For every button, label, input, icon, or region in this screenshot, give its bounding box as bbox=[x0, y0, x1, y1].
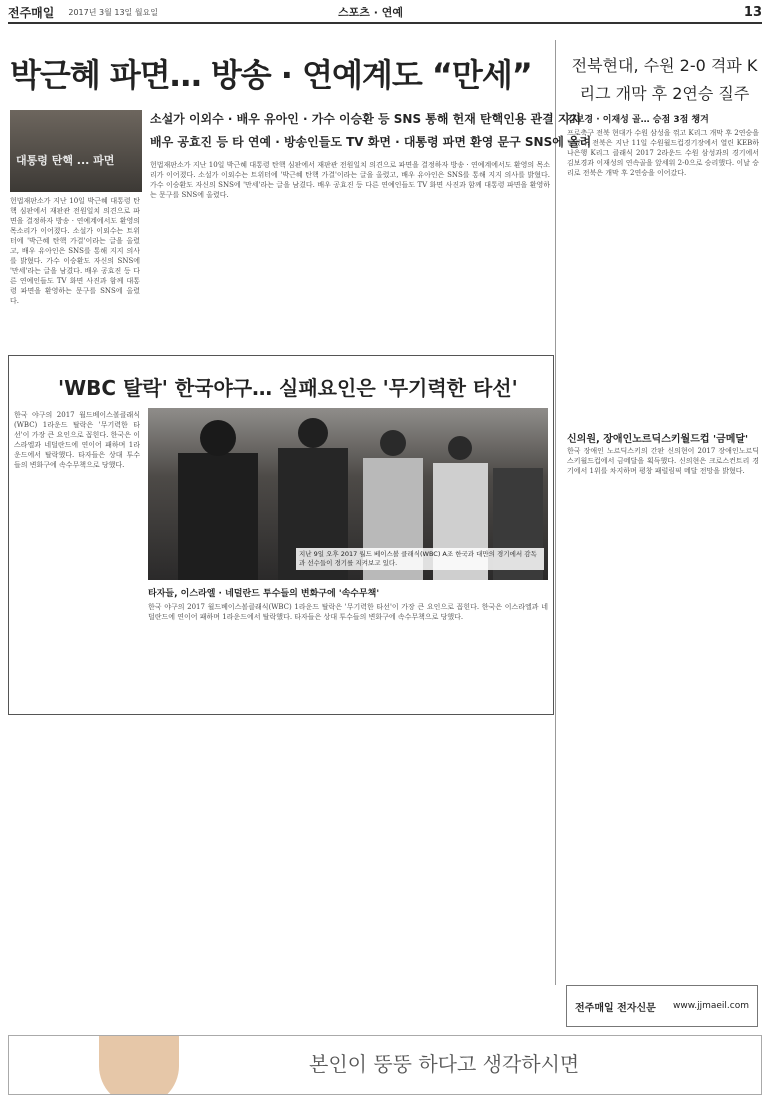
ad-headline: 본인이 뚱뚱 하다고 생각하시면 bbox=[309, 1052, 580, 1076]
column-divider bbox=[555, 40, 556, 985]
page-number: 13 bbox=[743, 4, 762, 20]
diet-ad bbox=[8, 1035, 762, 1095]
paper-name: 전주매일 bbox=[8, 5, 55, 20]
main-headline: 박근혜 파면… 방송 · 연예계도 “만세” bbox=[10, 56, 532, 94]
side-byline: 김보경 · 이재성 골… 승점 3점 챙겨 bbox=[567, 115, 709, 125]
shinuiwon-headline: 신의원, 장애인노르딕스키월드컵 '금메달' bbox=[567, 434, 749, 445]
ad-figure bbox=[99, 1035, 179, 1095]
wbc-body-col1: 한국 야구의 2017 월드베이스볼클래식(WBC) 1라운드 탈락은 '무기력한 타선'이 가장 큰 요인으로 꼽힌다. 한국은 이스라엘과 네덜란드에 연이어 패하며 1라운드에서 탈락했다. 타자들은 상대 투수들의 변화구에 속수무책으로 당했다. bbox=[14, 411, 140, 469]
photo-text: 대통령 탄핵 ... 파면 bbox=[16, 154, 115, 167]
header-rule bbox=[8, 22, 762, 24]
e-newspaper-name: 전주매일 전자신문 bbox=[575, 1002, 656, 1014]
shinuiwon-body: 한국 장애인 노르딕스키의 간판 신의현이 2017 장애인노르딕스키월드컵에서 금메달을 획득했다. 신의현은 크로스컨트리 경기에서 1위를 차지하며 평창 패럴림픽 메달 전망을 밝혔다. bbox=[567, 447, 759, 475]
main-photo bbox=[10, 110, 142, 192]
wbc-photo-caption: 지난 9일 오후 2017 월드 베이스볼 클래식(WBC) A조 한국과 대만의 경기에서 감독과 선수들이 경기를 지켜보고 있다. bbox=[296, 548, 544, 570]
wbc-body-cols: 한국 야구의 2017 월드베이스볼클래식(WBC) 1라운드 탈락은 '무기력한 타선'이 가장 큰 요인으로 꼽힌다. 한국은 이스라엘과 네덜란드에 연이어 패하며 1라운드에서 탈락했다. 타자들은 상대 투수들의 변화구에 속수무책으로 당했다. bbox=[148, 603, 548, 621]
wbc-headline: 'WBC 탈락' 한국야구… 실패요인은 '무기력한 타선' bbox=[58, 376, 518, 400]
main-subheadline-1: 소설가 이외수 · 배우 유아인 · 가수 이승환 등 SNS 통해 헌재 탄핵인용 관결 지지 bbox=[150, 112, 582, 126]
side-body: 프로축구 전북 현대가 수원 삼성을 꺾고 K리그 개막 후 2연승을 달렸다. 전북은 지난 11일 수원월드컵경기장에서 열린 KEB하나은행 K리그 클래식 2017 2라운드 수원 삼성과의 경기에서 김보경과 이재성의 연속골을 앞세워 2-0으로 승리했다. 이날 승리로 전북은 개막 후 2연승을 이어갔다. bbox=[567, 129, 759, 177]
issue-date: 2017년 3월 13일 월요일 bbox=[68, 7, 159, 17]
wbc-photo bbox=[148, 408, 548, 580]
e-newspaper-url[interactable]: www.jjmaeil.com bbox=[672, 1001, 749, 1011]
e-newspaper-banner[interactable] bbox=[566, 985, 758, 1027]
main-body-cols: 헌법재판소가 지난 10일 박근혜 대통령 탄핵 심판에서 재판관 전원일치 의견으로 파면을 결정하자 방송 · 연예계에서도 환영의 목소리가 이어졌다. 소설가 이외수는 트위터에 '박근혜 탄핵 가결'이라는 글을 올렸고, 배우 유아인은 SNS를 통해 지지 의사를 밝혔다. 가수 이승환도 자신의 SNS에 '만세'라는 글을 남겼다. 배우 공효진 등 다른 연예인들도 TV 화면 사진과 함께 대통령 파면을 환영하는 문구를 SNS에 올렸다. bbox=[150, 161, 550, 199]
side-headline: 전북현대, 수원 2-0 격파 K리그 개막 후 2연승 질주 bbox=[571, 56, 758, 103]
section-title: 스포츠 · 연예 bbox=[338, 6, 403, 19]
main-body-col1: 헌법재판소가 지난 10일 박근혜 대통령 탄핵 심판에서 재판관 전원일치 의견으로 파면을 결정하자 방송 · 연예계에서도 환영의 목소리가 이어졌다. 소설가 이외수는 트위터에 '박근혜 탄핵 가결'이라는 글을 올렸고, 배우 유아인은 SNS를 통해 지지 의사를 밝혔다. 가수 이승환도 자신의 SNS에 '만세'라는 글을 남겼다. 배우 공효진 등 다른 연예인들도 TV 화면 사진과 함께 대통령 파면을 환영하는 문구를 SNS에 올렸다. bbox=[10, 197, 140, 305]
wbc-subheadline: 타자들, 이스라엘 · 네덜란드 투수들의 변화구에 '속수무책' bbox=[148, 589, 380, 599]
page-header bbox=[8, 4, 762, 20]
main-subheadline-2: 배우 공효진 등 타 연예 · 방송인들도 TV 화면 · 대통령 파면 환영 문구 SNS에 올려 bbox=[150, 135, 592, 149]
